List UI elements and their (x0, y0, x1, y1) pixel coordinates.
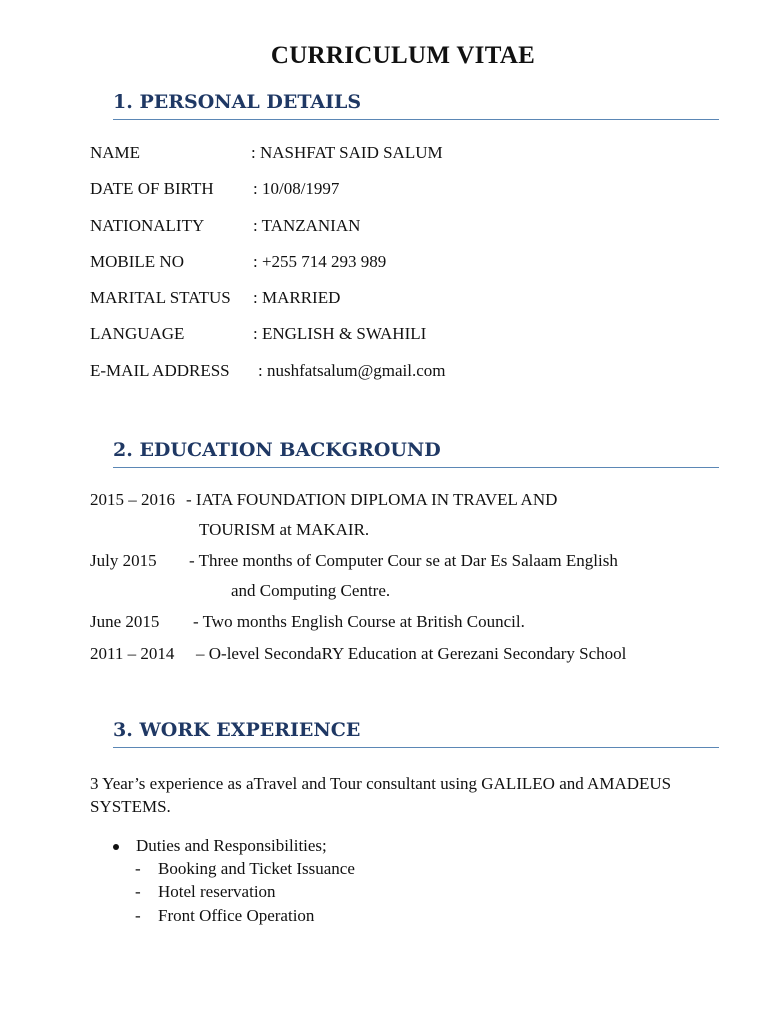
field-label: DATE OF BIRTH (90, 179, 214, 198)
education-date: July 2015 (90, 551, 157, 570)
field-value: : NASHFAT SAID SALUM (251, 143, 443, 162)
work-summary: 3 Year’s experience as aTravel and Tour consultant using GALILEO and AMADEUS SYSTEMS. (90, 774, 672, 816)
field-value: : ENGLISH & SWAHILI (253, 324, 427, 343)
field-label: NAME (90, 143, 141, 162)
duty-text: Booking and Ticket Issuance (158, 859, 355, 878)
field-label: LANGUAGE (90, 324, 185, 343)
education-description: – O-level SecondaRY Education at Gerezani Secondary School (196, 644, 627, 663)
field-label: E-MAIL ADDRESS (90, 361, 230, 380)
dash-icon: - (135, 882, 141, 901)
field-value: : MARRIED (253, 288, 341, 307)
duty-text: Hotel reservation (158, 882, 276, 901)
field-label: MOBILE NO (90, 252, 184, 271)
dash-icon: - (135, 859, 141, 878)
section-heading-work: 3. WORK EXPERIENCE (113, 719, 719, 748)
education-description: - IATA FOUNDATION DIPLOMA IN TRAVEL AND (186, 490, 558, 509)
bullet-icon (113, 844, 119, 850)
education-description: - Two months English Course at British Council. (193, 612, 525, 631)
bullet-text: Duties and Responsibilities; (136, 836, 327, 855)
document-title: CURRICULUM VITAE (270, 42, 536, 69)
education-date: 2011 – 2014 (90, 644, 175, 663)
duty-text: Front Office Operation (158, 906, 315, 925)
field-value: : nushfatsalum@gmail.com (258, 361, 446, 380)
dash-icon: - (135, 906, 141, 925)
education-date: 2015 – 2016 (90, 490, 175, 509)
field-label: MARITAL STATUS (90, 288, 231, 307)
field-value: : 10/08/1997 (253, 179, 340, 198)
education-description-continued: and Computing Centre. (231, 581, 391, 600)
field-value: : TANZANIAN (253, 216, 361, 235)
education-description-continued: TOURISM at MAKAIR. (199, 520, 370, 539)
education-description: - Three months of Computer Cour se at Dar Es Salaam English (189, 551, 618, 570)
section-heading-personal: 1. PERSONAL DETAILS (113, 91, 719, 120)
education-date: June 2015 (90, 612, 160, 631)
section-heading-education: 2. EDUCATION BACKGROUND (113, 439, 719, 468)
field-value: : +255 714 293 989 (253, 252, 387, 271)
field-label: NATIONALITY (90, 216, 205, 235)
